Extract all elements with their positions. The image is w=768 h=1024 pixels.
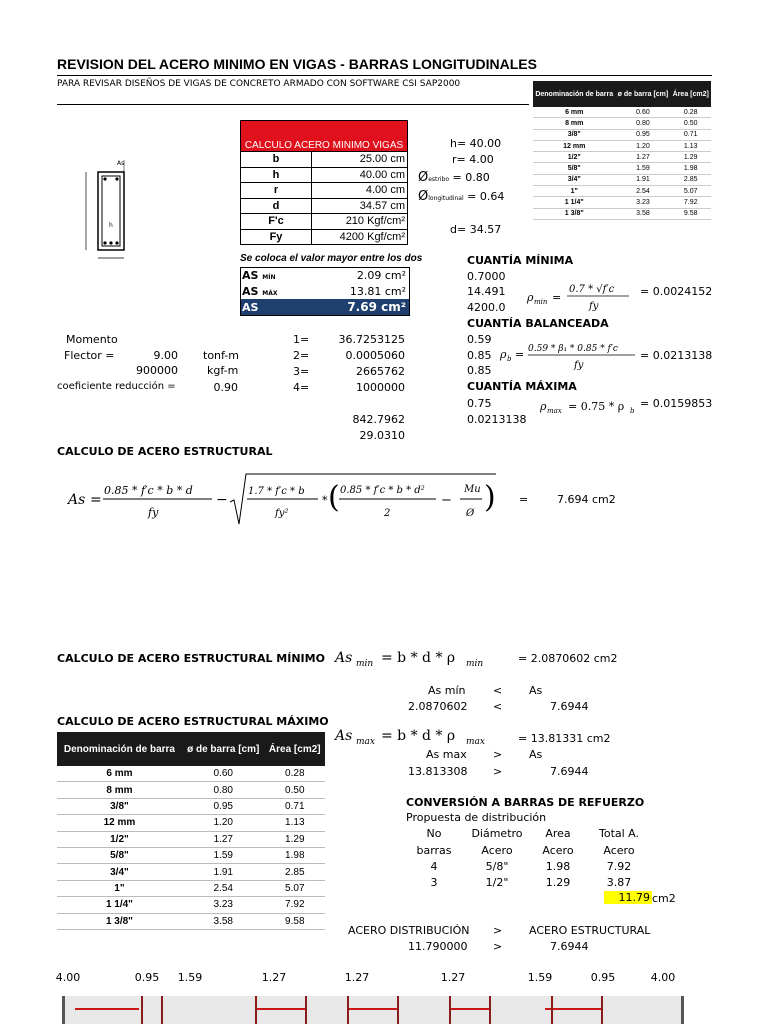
svg-text:ρ: ρ bbox=[527, 291, 534, 304]
bar-table-cell: 1.29 bbox=[265, 831, 325, 847]
bar-table-small-cell: 0.95 bbox=[615, 129, 670, 140]
cuantia-bal-val: 0.85 bbox=[467, 364, 492, 377]
minimo-cmp-right: As bbox=[529, 684, 543, 697]
bar-table-small-cell: 2.85 bbox=[670, 174, 711, 185]
bar-table-cell: 0.28 bbox=[265, 766, 325, 782]
bar-table-small-row bbox=[533, 197, 711, 208]
formula-rho-max bbox=[538, 394, 638, 418]
bar-table-row bbox=[57, 880, 325, 896]
bar-table-small bbox=[533, 81, 711, 220]
formula-as-max bbox=[333, 724, 493, 750]
bar-table-small-row bbox=[533, 129, 711, 140]
bar-table-cell: 0.80 bbox=[182, 782, 265, 798]
section-label-h: h bbox=[109, 222, 113, 229]
calc-row bbox=[241, 167, 408, 183]
svg-text:fy: fy bbox=[574, 360, 584, 371]
bar-table-small-cell: 8 mm bbox=[533, 118, 615, 129]
bar-table-cell: 0.50 bbox=[265, 782, 325, 798]
bar-table-row bbox=[57, 831, 325, 847]
bar-table-cell: 1.20 bbox=[182, 815, 265, 831]
estructural-eq: = bbox=[519, 493, 529, 506]
svg-text:b: b bbox=[630, 407, 635, 415]
as-max-value: 13.81 cm² bbox=[349, 285, 406, 298]
moment-unit-tonf: tonf-m bbox=[203, 349, 239, 362]
bar-table-small-cell: 0.71 bbox=[670, 129, 711, 140]
svg-text:ρ: ρ bbox=[540, 400, 547, 413]
bar-table-small-row bbox=[533, 186, 711, 197]
conversion-header: Total A. bbox=[598, 827, 639, 840]
page-subtitle: PARA REVISAR DISEÑOS DE VIGAS DE CONCRETO ARMADO CON SOFTWARE CSI SAP2000 bbox=[57, 79, 461, 89]
page-title: REVISION DEL ACERO MINIMO EN VIGAS - BARRAS LONGITUDINALES bbox=[57, 56, 537, 72]
param-longitudinal: Ølongitudinal = 0.64 bbox=[418, 189, 505, 204]
maximo-val-op: > bbox=[493, 765, 503, 778]
beam-section-sketch bbox=[78, 158, 138, 268]
estructural-result: 7.694 cm2 bbox=[557, 493, 616, 506]
moment-unit-kgf: kgf-m bbox=[207, 364, 239, 377]
bar-table-small-cell: 1.59 bbox=[615, 163, 670, 174]
svg-text:min: min bbox=[466, 659, 484, 669]
formula-as-min bbox=[333, 646, 493, 672]
bar-table-small-cell: 1.27 bbox=[615, 152, 670, 163]
svg-text:−: − bbox=[216, 492, 228, 508]
calc-table bbox=[240, 120, 408, 245]
cuantia-max-val: 0.0213138 bbox=[467, 413, 527, 426]
as-min-label: AS MÍN bbox=[242, 269, 276, 282]
as-min-value: 2.09 cm² bbox=[356, 269, 406, 282]
calc-note: Se coloca el valor mayor entre los dos bbox=[240, 253, 423, 264]
moment-value-kgf: 900000 bbox=[136, 364, 178, 377]
conversion-cell: 1/2" bbox=[485, 876, 509, 889]
maximo-result: = 13.81331 cm2 bbox=[518, 732, 611, 745]
estructural-title: CALCULO DE ACERO ESTRUCTURAL bbox=[57, 445, 273, 458]
bar-table-small-cell: 0.50 bbox=[670, 118, 711, 129]
conversion-cell: 4 bbox=[430, 860, 438, 873]
bar-table-small-header: Denominación de barra bbox=[533, 81, 615, 107]
moment-extra-1: 842.7962 bbox=[352, 413, 405, 426]
calc-value: 4200 Kgf/cm² bbox=[312, 229, 408, 245]
coef-value: 0.90 bbox=[213, 381, 238, 394]
calc-row bbox=[241, 198, 408, 214]
bar-table-row bbox=[57, 897, 325, 913]
bar-table-cell: 2.54 bbox=[182, 880, 265, 896]
svg-text:max: max bbox=[356, 737, 375, 747]
bar-table-row bbox=[57, 815, 325, 831]
moment-eq-value: 36.7253125 bbox=[338, 333, 405, 346]
bar-table-cell: 8 mm bbox=[57, 782, 182, 798]
calc-value: 25.00 cm bbox=[312, 152, 408, 168]
bar-table-small-cell: 3.58 bbox=[615, 208, 670, 219]
maximo-val-right: 7.6944 bbox=[550, 765, 589, 778]
bar-table-small-header: Área [cm2] bbox=[670, 81, 711, 107]
moment-eq-key: 4= bbox=[293, 381, 310, 394]
svg-text:min: min bbox=[356, 659, 374, 669]
dist-left: ACERO DISTRIBUCIÓN bbox=[348, 924, 470, 937]
bar-table-cell: 1.59 bbox=[182, 847, 265, 863]
dist-right: ACERO ESTRUCTURAL bbox=[529, 924, 651, 937]
cuantia-max-val: 0.75 bbox=[467, 397, 492, 410]
moment-eq-key: 2= bbox=[293, 349, 310, 362]
bar-table-cell: 1.98 bbox=[265, 847, 325, 863]
bar-table-cell: 1.91 bbox=[182, 864, 265, 880]
maximo-cmp-right: As bbox=[529, 748, 543, 761]
bar-table-small-header: ø de barra [cm] bbox=[615, 81, 670, 107]
conversion-title: CONVERSIÓN A BARRAS DE REFUERZO bbox=[406, 796, 645, 809]
conversion-cell: 1.29 bbox=[545, 876, 571, 889]
coef-label: coeficiente reducción = bbox=[57, 381, 176, 392]
param-d: d= 34.57 bbox=[450, 223, 502, 236]
bar-table-small-cell: 5.07 bbox=[670, 186, 711, 197]
svg-text:max: max bbox=[466, 737, 485, 747]
bar-table-cell: 1.13 bbox=[265, 815, 325, 831]
bottom-dimension: 1.59 bbox=[177, 971, 203, 984]
svg-text:2: 2 bbox=[384, 508, 391, 519]
bar-table-small-row bbox=[533, 152, 711, 163]
svg-text:fy: fy bbox=[589, 301, 599, 312]
bottom-dimension: 1.59 bbox=[527, 971, 553, 984]
svg-text:= b * d * ρ: = b * d * ρ bbox=[381, 728, 456, 744]
svg-text:b: b bbox=[507, 355, 512, 363]
bar-table-header: Área [cm2] bbox=[265, 732, 325, 766]
bar-table-cell: 3/4" bbox=[57, 864, 182, 880]
bar-table-cell: 1" bbox=[57, 880, 182, 896]
calc-label: r bbox=[241, 183, 312, 199]
bottom-dimension: 0.95 bbox=[590, 971, 616, 984]
bar-table-small-cell: 1 1/4" bbox=[533, 197, 615, 208]
bar-table-small-cell: 5/8" bbox=[533, 163, 615, 174]
bar-table-row bbox=[57, 766, 325, 782]
moment-eq-key: 1= bbox=[293, 333, 310, 346]
minimo-val-left: 2.0870602 bbox=[408, 700, 468, 713]
moment-eq-key: 3= bbox=[293, 365, 310, 378]
conversion-header: Acero bbox=[481, 844, 513, 857]
minimo-title: CALCULO DE ACERO ESTRUCTURAL MÍNIMO bbox=[57, 652, 325, 665]
bar-table-small-row bbox=[533, 208, 711, 219]
bar-table-small-cell: 1.91 bbox=[615, 174, 670, 185]
bar-table-small-cell: 3.23 bbox=[615, 197, 670, 208]
conversion-unit: cm2 bbox=[652, 892, 676, 905]
svg-text:= 0.75 * ρ: = 0.75 * ρ bbox=[568, 400, 625, 413]
moment-eq-value: 1000000 bbox=[356, 381, 405, 394]
bar-table-small-row bbox=[533, 174, 711, 185]
formula-rho-b bbox=[498, 338, 638, 374]
param-r: r= 4.00 bbox=[452, 153, 494, 166]
svg-text:0.85 * f′c * b * d: 0.85 * f′c * b * d bbox=[104, 484, 193, 497]
cuantia-max-result: = 0.0159853 bbox=[640, 397, 713, 410]
calc-row bbox=[241, 214, 408, 230]
bottom-dimension: 1.27 bbox=[261, 971, 287, 984]
calc-row bbox=[241, 183, 408, 199]
svg-text:): ) bbox=[484, 480, 496, 515]
bar-table bbox=[57, 732, 325, 930]
bar-table-cell: 1/2" bbox=[57, 831, 182, 847]
bar-table-cell: 9.58 bbox=[265, 913, 325, 929]
calc-label: F'c bbox=[241, 214, 312, 230]
svg-text:0.7 * √f′c: 0.7 * √f′c bbox=[569, 284, 615, 295]
svg-text:1.7 * f′c * b: 1.7 * f′c * b bbox=[248, 486, 305, 497]
bar-table-cell: 12 mm bbox=[57, 815, 182, 831]
bar-table-small-cell: 1.13 bbox=[670, 140, 711, 151]
as-max-label: AS MÁX bbox=[242, 285, 278, 298]
svg-text:=: = bbox=[515, 348, 525, 361]
param-estribo: Øestribo = 0.80 bbox=[418, 170, 490, 185]
svg-text:Mu: Mu bbox=[464, 484, 481, 495]
as-box bbox=[240, 267, 410, 316]
conversion-cell: 5/8" bbox=[485, 860, 509, 873]
rebar-distribution-sketch bbox=[62, 996, 684, 1024]
conversion-total: 11.79 bbox=[604, 891, 652, 904]
bar-table-small-row bbox=[533, 118, 711, 129]
moment-label: Momento bbox=[66, 333, 118, 346]
dist-val-right: 7.6944 bbox=[550, 940, 589, 953]
bar-table-cell: 7.92 bbox=[265, 897, 325, 913]
bar-table-row bbox=[57, 913, 325, 929]
bar-table-small-cell: 1.29 bbox=[670, 152, 711, 163]
bar-table-small-row bbox=[533, 140, 711, 151]
cuantia-max-title: CUANTÍA MÁXIMA bbox=[467, 380, 577, 393]
cuantia-min-val: 14.491 bbox=[467, 285, 506, 298]
dist-op: > bbox=[493, 924, 503, 937]
calc-value: 34.57 cm bbox=[312, 198, 408, 214]
bar-table-small-cell: 3/8" bbox=[533, 129, 615, 140]
svg-text:fy²: fy² bbox=[275, 508, 289, 519]
bar-table-cell: 1 1/4" bbox=[57, 897, 182, 913]
svg-text:=: = bbox=[552, 291, 562, 304]
calc-label: h bbox=[241, 167, 312, 183]
bar-table-small-cell: 1.98 bbox=[670, 163, 711, 174]
svg-text:0.59 * β₁ * 0.85 * f′c: 0.59 * β₁ * 0.85 * f′c bbox=[528, 344, 618, 354]
bar-table-header: Denominación de barra bbox=[57, 732, 182, 766]
as-label: AS bbox=[242, 301, 259, 314]
calc-label: d bbox=[241, 198, 312, 214]
bottom-dimension: 1.27 bbox=[440, 971, 466, 984]
moment-eq-value: 2665762 bbox=[356, 365, 405, 378]
conversion-header: No bbox=[426, 827, 442, 840]
cuantia-bal-val: 0.59 bbox=[467, 333, 492, 346]
bar-table-cell: 2.85 bbox=[265, 864, 325, 880]
svg-text:min: min bbox=[534, 298, 548, 306]
svg-text:As: As bbox=[335, 728, 353, 744]
bar-table-cell: 5.07 bbox=[265, 880, 325, 896]
section-label-as: As bbox=[117, 160, 125, 167]
bottom-dimension: 0.95 bbox=[134, 971, 160, 984]
svg-text:0.85 * f′c * b * d²: 0.85 * f′c * b * d² bbox=[340, 485, 425, 496]
maximo-cmp-op: > bbox=[493, 748, 503, 761]
bottom-dimension: 4.00 bbox=[55, 971, 81, 984]
moment-value-tonf: 9.00 bbox=[153, 349, 178, 362]
conversion-header: Diámetro bbox=[471, 827, 523, 840]
bar-table-row bbox=[57, 798, 325, 814]
bar-table-cell: 0.71 bbox=[265, 798, 325, 814]
formula-rho-min bbox=[525, 278, 633, 314]
svg-text:ρ: ρ bbox=[500, 348, 507, 361]
bar-table-small-cell: 0.60 bbox=[615, 107, 670, 118]
subtitle-underline bbox=[57, 104, 529, 105]
bar-table-cell: 1.27 bbox=[182, 831, 265, 847]
maximo-cmp-left: As max bbox=[426, 748, 467, 761]
cuantia-min-val: 4200.0 bbox=[467, 301, 506, 314]
conversion-cell: 3 bbox=[430, 876, 438, 889]
svg-text:max: max bbox=[547, 407, 562, 415]
bar-table-cell: 3/8" bbox=[57, 798, 182, 814]
conversion-header: Acero bbox=[603, 844, 635, 857]
bar-table-cell: 1 3/8" bbox=[57, 913, 182, 929]
bar-table-small-row bbox=[533, 163, 711, 174]
svg-text:Ø: Ø bbox=[466, 508, 475, 519]
calc-row bbox=[241, 229, 408, 245]
conversion-cell: 7.92 bbox=[606, 860, 632, 873]
svg-text:*: * bbox=[322, 494, 328, 507]
svg-text:= b * d * ρ: = b * d * ρ bbox=[381, 650, 456, 666]
bar-table-small-cell: 1.20 bbox=[615, 140, 670, 151]
cuantia-bal-val: 0.85 bbox=[467, 349, 492, 362]
bar-table-small-cell: 12 mm bbox=[533, 140, 615, 151]
bar-table-small-cell: 9.58 bbox=[670, 208, 711, 219]
minimo-result: = 2.0870602 cm2 bbox=[518, 652, 618, 665]
bar-table-cell: 6 mm bbox=[57, 766, 182, 782]
bar-table-row bbox=[57, 782, 325, 798]
bar-table-small-cell: 0.28 bbox=[670, 107, 711, 118]
bar-table-small-cell: 7.92 bbox=[670, 197, 711, 208]
bar-table-cell: 0.95 bbox=[182, 798, 265, 814]
cuantia-min-title: CUANTÍA MÍNIMA bbox=[467, 254, 574, 267]
minimo-val-op: < bbox=[493, 700, 503, 713]
calc-label: Fy bbox=[241, 229, 312, 245]
conversion-header: Area bbox=[545, 827, 571, 840]
calc-label: b bbox=[241, 152, 312, 168]
bottom-dimension: 1.27 bbox=[344, 971, 370, 984]
moment-flector-label: Flector = bbox=[64, 349, 115, 362]
bar-table-row bbox=[57, 847, 325, 863]
as-value: 7.69 cm² bbox=[347, 300, 406, 314]
maximo-title: CALCULO DE ACERO ESTRUCTURAL MÁXIMO bbox=[57, 715, 329, 728]
cuantia-bal-title: CUANTÍA BALANCEADA bbox=[467, 317, 609, 330]
bar-table-small-cell: 1 3/8" bbox=[533, 208, 615, 219]
minimo-val-right: 7.6944 bbox=[550, 700, 589, 713]
svg-text:fy: fy bbox=[148, 506, 159, 519]
moment-extra-2: 29.0310 bbox=[359, 429, 405, 442]
svg-text:As: As bbox=[335, 650, 353, 666]
bar-table-cell: 5/8" bbox=[57, 847, 182, 863]
bottom-dimension: 4.00 bbox=[650, 971, 676, 984]
maximo-val-left: 13.813308 bbox=[408, 765, 468, 778]
bar-table-header: ø de barra [cm] bbox=[182, 732, 265, 766]
conversion-header: Acero bbox=[542, 844, 574, 857]
bar-table-small-cell: 1/2" bbox=[533, 152, 615, 163]
cuantia-min-result: = 0.0024152 bbox=[640, 285, 713, 298]
param-h: h= 40.00 bbox=[450, 137, 502, 150]
bar-table-small-cell: 1" bbox=[533, 186, 615, 197]
bar-table-small-cell: 3/4" bbox=[533, 174, 615, 185]
svg-text:−: − bbox=[441, 493, 452, 508]
svg-text:As: As bbox=[68, 492, 86, 508]
svg-text:(: ( bbox=[328, 480, 340, 515]
formula-as bbox=[66, 470, 498, 528]
bar-table-cell: 0.60 bbox=[182, 766, 265, 782]
minimo-cmp-left: As mín bbox=[428, 684, 466, 697]
dist-val-op: > bbox=[493, 940, 503, 953]
conversion-cell: 1.98 bbox=[545, 860, 571, 873]
calc-value: 4.00 cm bbox=[312, 183, 408, 199]
calc-value: 40.00 cm bbox=[312, 167, 408, 183]
bar-table-small-row bbox=[533, 107, 711, 118]
bar-table-cell: 3.23 bbox=[182, 897, 265, 913]
calc-table-header: CALCULO ACERO MINIMO VIGAS bbox=[241, 121, 408, 152]
conversion-cell: 3.87 bbox=[606, 876, 632, 889]
calc-row bbox=[241, 152, 408, 168]
minimo-cmp-op: < bbox=[493, 684, 503, 697]
cuantia-min-val: 0.7000 bbox=[467, 270, 506, 283]
bar-table-small-cell: 6 mm bbox=[533, 107, 615, 118]
bar-table-small-cell: 2.54 bbox=[615, 186, 670, 197]
cuantia-bal-result: = 0.0213138 bbox=[640, 349, 713, 362]
bar-table-row bbox=[57, 864, 325, 880]
calc-value: 210 Kgf/cm² bbox=[312, 214, 408, 230]
conversion-header: barras bbox=[416, 844, 452, 857]
title-underline bbox=[57, 75, 712, 76]
conversion-subtitle: Propuesta de distribución bbox=[406, 811, 547, 824]
dist-val-left: 11.790000 bbox=[408, 940, 468, 953]
svg-text:=: = bbox=[90, 492, 102, 508]
bar-table-small-cell: 0.80 bbox=[615, 118, 670, 129]
bar-table-cell: 3.58 bbox=[182, 913, 265, 929]
moment-eq-value: 0.0005060 bbox=[345, 349, 405, 362]
